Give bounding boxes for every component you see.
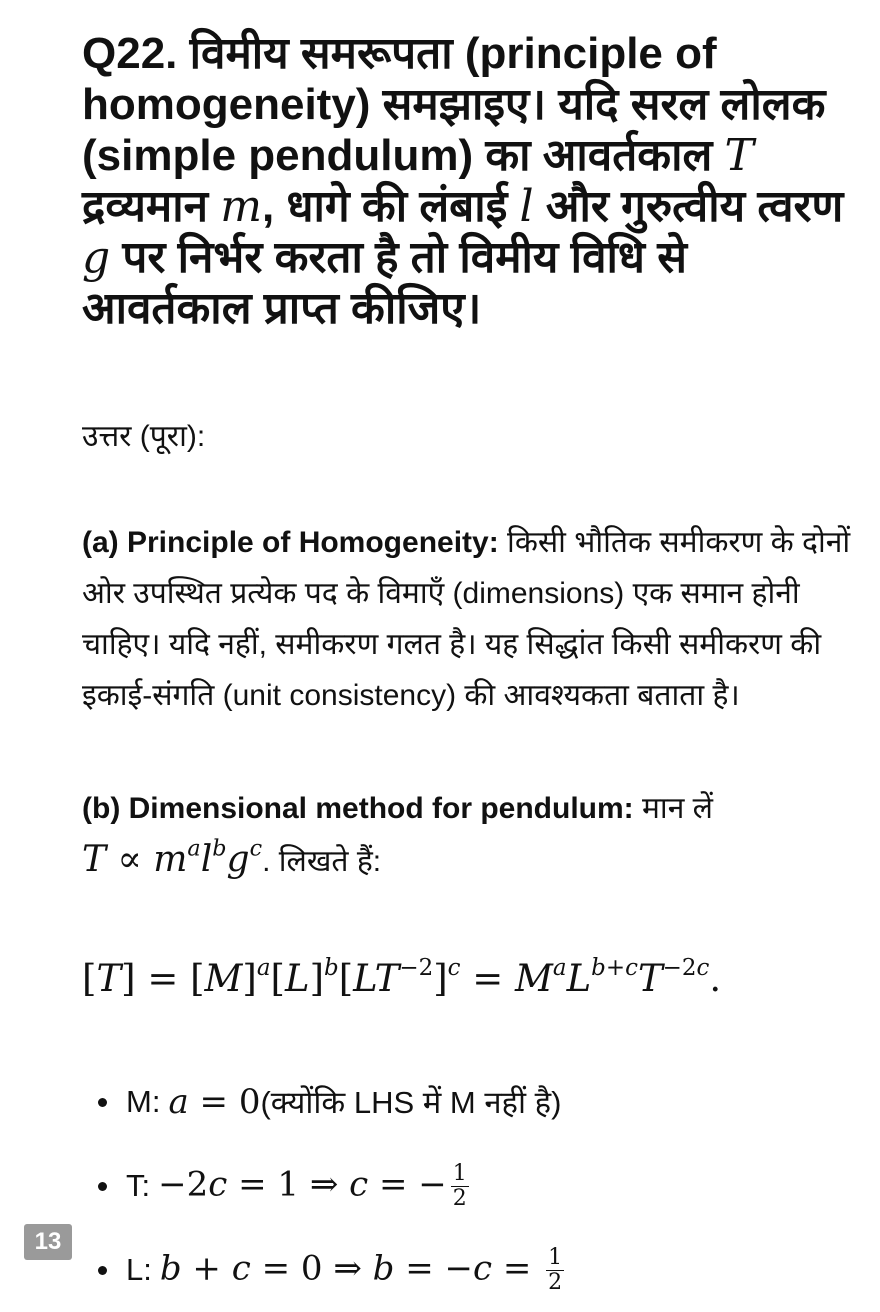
exponent-list xyxy=(82,1060,852,1312)
question-heading: Q22. विमीय समरूपता (principle of homogeneity) समझाइए। यदि सरल लोलक (simple pendulum) का आवर्तकाल T द्रव्यमान m, धागे की लंबाई l और गुरुत्वीय त्वरण g पर निर्भर करता है तो विमीय विधि से आवर्तकाल प्राप्त कीजिए। xyxy=(82,29,844,333)
list-item: M: a = 0 (क्योंकि LHS में M नहीं है) xyxy=(82,1060,852,1144)
part-b-suffix: . लिखते हैं: xyxy=(262,845,382,878)
proportionality-formula: $T \propto m^al^bg^c$ xyxy=(82,835,263,880)
page-number-badge: 13 xyxy=(24,1224,72,1260)
equation-c: −2c = 1 ⇒ c = − $\frac{1}{2}$ xyxy=(158,1160,467,1211)
part-b-heading: (b) Dimensional method for pendulum: xyxy=(82,792,634,825)
part-a-heading: (a) Principle of Homogeneity: xyxy=(82,526,499,559)
part-a-text: किसी भौतिक समीकरण के दोनों ओर उपस्थित प्रत्येक पद के विमाएँ (dimensions) एक समान होनी चाहिए। यदि नहीं, समीकरण गलत है। यह सिद्धांत किसी समीकरण की इकाई-संगति (unit consistency) की आवश्यकता बताता है। xyxy=(82,526,851,712)
dimensional-equation: $[T] = [M]^a[L]^b[LT^{-2}]^c = M^aL^{b+c}T^{-2c}$. xyxy=(82,954,722,1000)
list-item: L: b + c = 0 ⇒ b = −c = $\frac{1}{2}$ xyxy=(82,1228,852,1312)
answer-label: उत्तर (पूरा): xyxy=(82,420,206,453)
list-item: T: −2c = 1 ⇒ c = − $\frac{1}{2}$ xyxy=(82,1144,852,1228)
part-a-paragraph xyxy=(82,517,852,721)
part-b-paragraph xyxy=(82,783,852,887)
document-page xyxy=(82,28,852,1312)
part-b-text: मान लें xyxy=(633,792,714,825)
equation-a: a = 0 xyxy=(168,1082,261,1122)
equation-b: b + c = 0 ⇒ b = −c = $\frac{1}{2}$ xyxy=(159,1244,563,1295)
